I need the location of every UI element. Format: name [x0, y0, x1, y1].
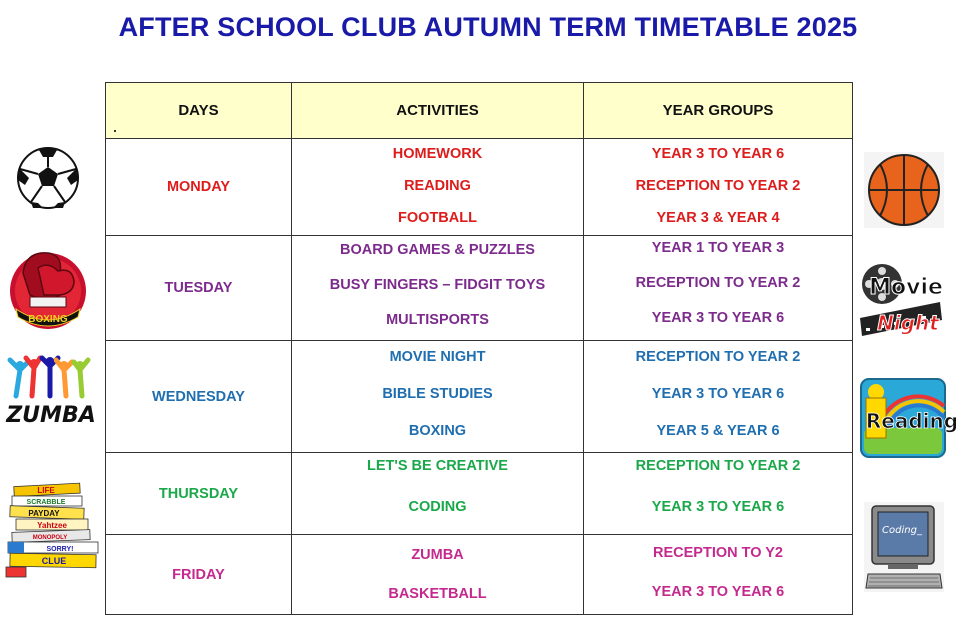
- movie-label: Movie: [869, 275, 943, 300]
- header-row: [106, 83, 853, 139]
- game-box-label: MONOPOLY: [32, 535, 68, 541]
- basketball-icon: [864, 152, 944, 228]
- year-group: YEAR 3 TO YEAR 6: [651, 385, 785, 402]
- game-box-label: SORRY!: [46, 546, 74, 553]
- activity: READING: [404, 178, 471, 194]
- day-cell: THURSDAY: [106, 453, 292, 535]
- activities-cell: [292, 236, 584, 341]
- zumba-icon: [6, 356, 96, 438]
- activity: BOARD GAMES & PUZZLES: [340, 242, 535, 259]
- activity: BOXING: [408, 422, 467, 439]
- game-box-label: PAYDAY: [28, 509, 60, 518]
- header-activities: ACTIVITIES: [292, 83, 584, 139]
- night-label: Night: [877, 311, 939, 335]
- table-row-wednesday: [106, 341, 853, 453]
- boxing-label: BOXING: [28, 314, 68, 325]
- year-group: RECEPTION TO YEAR 2: [635, 458, 801, 475]
- activities-cell: [292, 341, 584, 453]
- activity: CODING: [408, 498, 467, 515]
- year-group: YEAR 1 TO YEAR 3: [651, 240, 785, 257]
- years-cell: [584, 236, 853, 341]
- table-row-tuesday: [106, 236, 853, 341]
- activity: FOOTBALL: [398, 210, 477, 226]
- year-group: YEAR 3 TO YEAR 6: [651, 498, 785, 515]
- activity: MOVIE NIGHT: [389, 348, 486, 365]
- years-cell: [584, 341, 853, 453]
- timetable: [105, 82, 853, 615]
- header-year-groups: YEAR GROUPS: [584, 83, 853, 139]
- year-group: RECEPTION TO YEAR 2: [635, 274, 801, 291]
- reading-icon: [860, 378, 959, 458]
- activity: HOMEWORK: [392, 146, 483, 162]
- game-box-label: SCRABBLE: [26, 499, 66, 506]
- year-group: YEAR 3 TO YEAR 6: [651, 584, 785, 601]
- year-group: YEAR 3 TO YEAR 6: [651, 146, 785, 162]
- header-dot: [114, 130, 116, 132]
- table-row-thursday: [106, 453, 853, 535]
- year-group: RECEPTION TO YEAR 2: [635, 178, 801, 194]
- day-cell: TUESDAY: [106, 236, 292, 341]
- computer-icon: [864, 502, 944, 592]
- activity: LET'S BE CREATIVE: [367, 458, 508, 475]
- activities-cell: [292, 453, 584, 535]
- day-cell: FRIDAY: [106, 535, 292, 615]
- header-days: [106, 83, 292, 139]
- years-cell: [584, 139, 853, 236]
- year-group: RECEPTION TO Y2: [653, 544, 783, 561]
- game-box-label: LIFE: [37, 486, 55, 495]
- year-group: YEAR 3 & YEAR 4: [656, 210, 780, 226]
- table-row-friday: [106, 535, 853, 615]
- activities-cell: [292, 535, 584, 615]
- game-box-label: CLUE: [41, 556, 67, 566]
- activity: BIBLE STUDIES: [382, 385, 493, 402]
- zumba-label: ZUMBA: [6, 403, 96, 428]
- years-cell: [584, 453, 853, 535]
- page-title: AFTER SCHOOL CLUB AUTUMN TERM TIMETABLE 2025: [118, 12, 858, 42]
- years-cell: [584, 535, 853, 615]
- year-group: RECEPTION TO YEAR 2: [635, 348, 801, 365]
- day-cell: WEDNESDAY: [106, 341, 292, 453]
- football-icon: [15, 145, 81, 211]
- header-days-label: DAYS: [178, 102, 219, 119]
- year-group: YEAR 3 TO YEAR 6: [651, 309, 785, 326]
- boxing-icon: [8, 243, 88, 333]
- reading-label: Reading: [865, 409, 959, 433]
- activity: BASKETBALL: [388, 586, 487, 603]
- day-cell: MONDAY: [106, 139, 292, 236]
- table-row-monday: [106, 139, 853, 236]
- game-box-label: Yahtzee: [37, 521, 67, 530]
- activity: ZUMBA: [411, 546, 464, 563]
- activity: BUSY FINGERS – FIDGIT TOYS: [329, 276, 546, 293]
- board-games-icon: [4, 483, 102, 579]
- movie-night-icon: [856, 258, 944, 348]
- coding-label: Coding_: [882, 525, 922, 536]
- activity: MULTISPORTS: [386, 311, 489, 328]
- year-group: YEAR 5 & YEAR 6: [656, 422, 780, 439]
- activities-cell: [292, 139, 584, 236]
